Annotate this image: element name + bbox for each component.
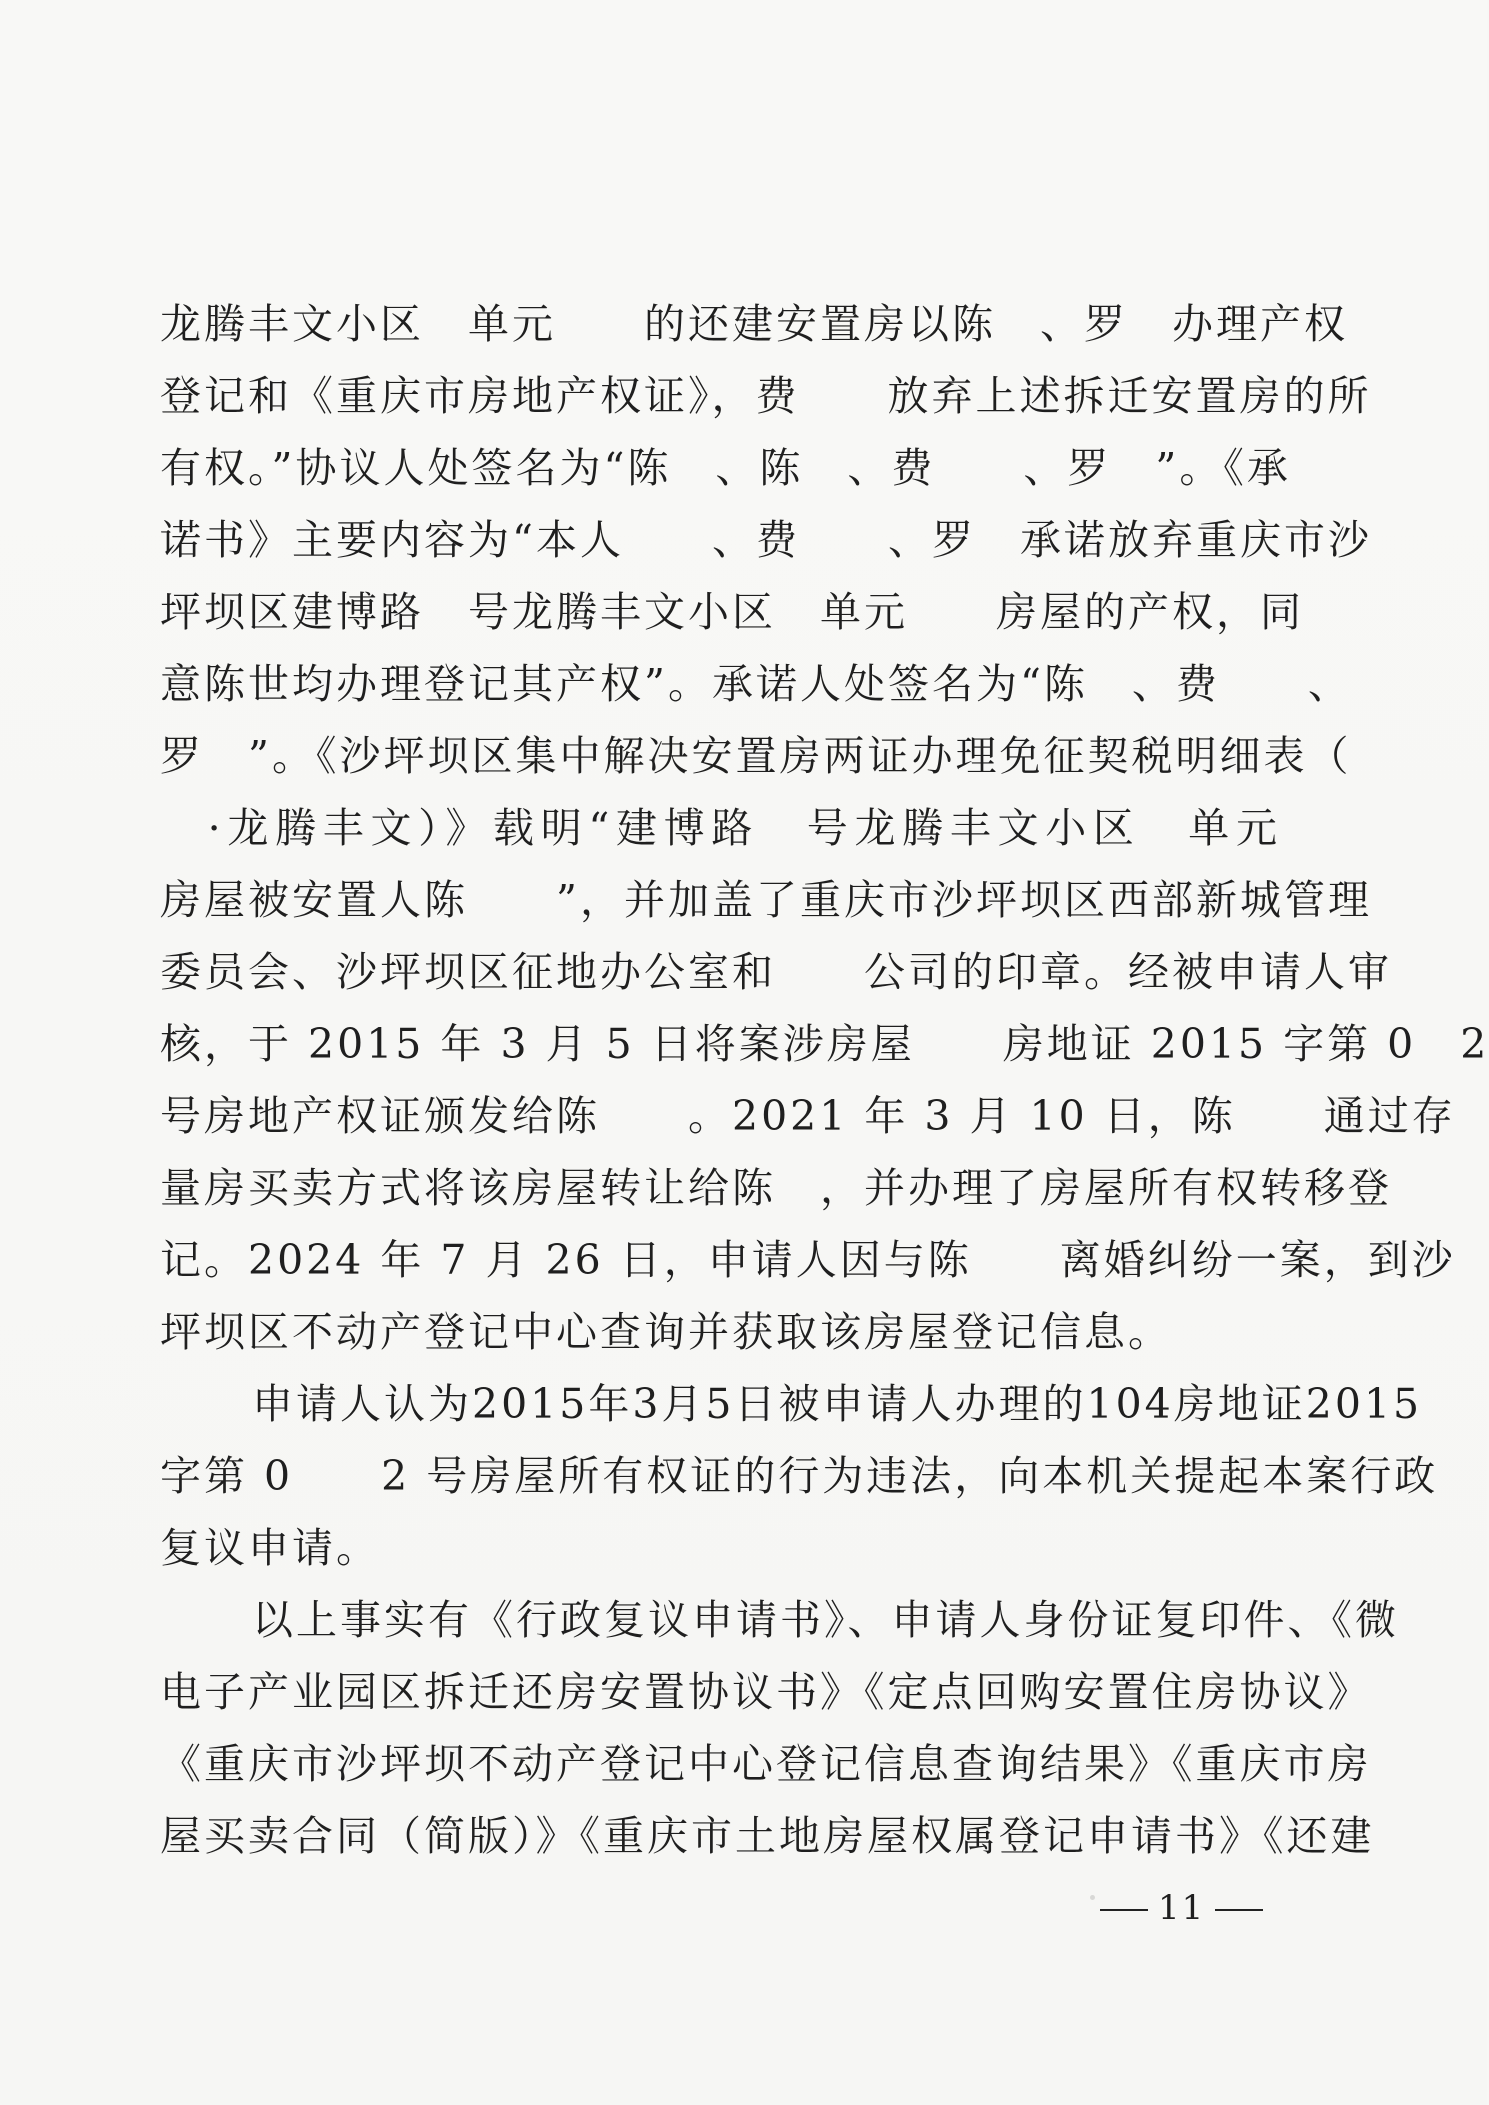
text-line: 坪坝区建博路 号龙腾丰文小区 单元 房屋的产权，同 xyxy=(160,588,1304,636)
text-line: 登记和《重庆市房地产权证》，费 放弃上述拆迁安置房的所 xyxy=(160,372,1372,420)
text-line: 屋买卖合同（简版）》《重庆市土地房屋权属登记申请书》《还建 xyxy=(160,1812,1375,1860)
text-line: 核，于 2015 年 3 月 5 日将案涉房屋 房地证 2015 字第 0 2 xyxy=(160,1020,1489,1068)
text-line: 电子产业园区拆迁还房安置协议书》《定点回购安置住房协议》 xyxy=(160,1668,1372,1716)
text-line: 以上事实有《行政复议申请书》、申请人身份证复印件、《微 xyxy=(252,1596,1399,1644)
text-line: 龙腾丰文小区 单元 的还建安置房以陈 、罗 办理产权 xyxy=(160,300,1348,348)
text-line: 量房买卖方式将该房屋转让给陈 ，并办理了房屋所有权转移登 xyxy=(160,1164,1392,1212)
footer-dash xyxy=(1100,1909,1148,1911)
footer-dash xyxy=(1215,1909,1263,1911)
text-line: 记。2024 年 7 月 26 日，申请人因与陈 离婚纠纷一案，到沙 xyxy=(160,1236,1456,1284)
page-number-value: 11 xyxy=(1158,1888,1206,1928)
scan-speck xyxy=(1090,1895,1095,1900)
text-line: 委员会、沙坪坝区征地办公室和 公司的印章。经被申请人审 xyxy=(160,948,1392,996)
text-line: ·龙腾丰文）》载明“建博路 号龙腾丰文小区 单元 xyxy=(160,804,1368,852)
body-text xyxy=(160,288,1489,1872)
text-line: 坪坝区不动产登记中心查询并获取该房屋登记信息。 xyxy=(160,1308,1172,1356)
text-line: 申请人认为2015年3月5日被申请人办理的104房地证2015 xyxy=(252,1380,1423,1428)
text-line: 诺书》主要内容为“本人 、费 、罗 承诺放弃重庆市沙 xyxy=(160,516,1372,564)
text-line: 号房地产权证颁发给陈 。2021 年 3 月 10 日，陈 通过存 xyxy=(160,1092,1456,1140)
text-line: 有权。”协议人处签名为“陈 、陈 、费 、罗 ”。《承 xyxy=(160,444,1291,492)
page-number xyxy=(1090,1888,1273,1928)
text-line: 房屋被安置人陈 ”，并加盖了重庆市沙坪坝区西部新城管理 xyxy=(160,876,1372,924)
text-line: 意陈世均办理登记其产权”。承诺人处签名为“陈 、费 、 xyxy=(160,660,1352,708)
text-line: 《重庆市沙坪坝不动产登记中心登记信息查询结果》《重庆市房 xyxy=(160,1740,1372,1788)
text-line: 字第 0 2 号房屋所有权证的行为违法，向本机关提起本案行政 xyxy=(160,1452,1439,1500)
text-line: 复议申请。 xyxy=(160,1524,380,1572)
text-line: 罗 ”。《沙坪坝区集中解决安置房两证办理免征契税明细表（ xyxy=(160,732,1396,780)
